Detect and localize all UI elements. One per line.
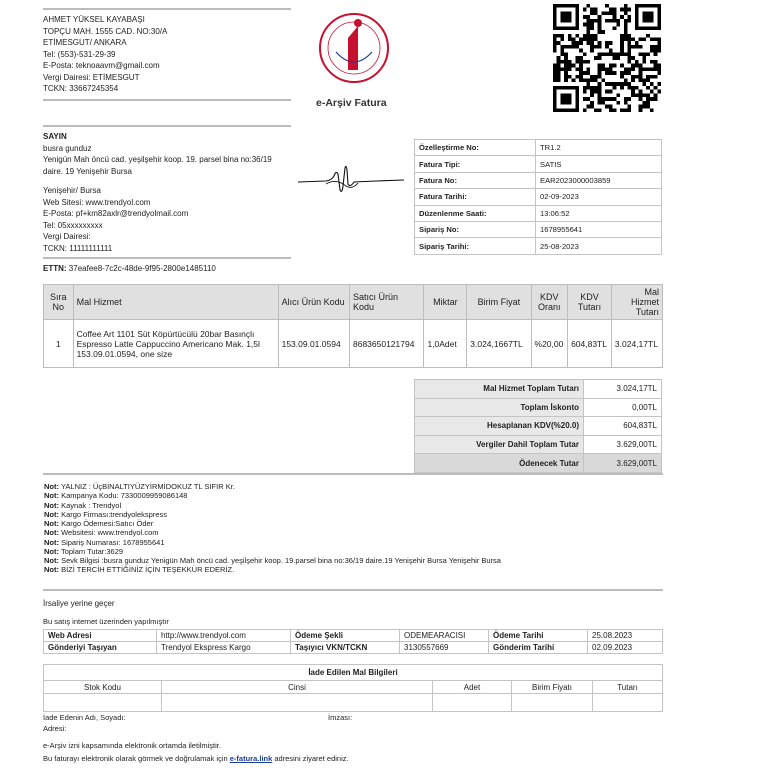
note-line bbox=[44, 482, 501, 491]
signature-icon bbox=[296, 164, 406, 196]
note-label: Not: bbox=[44, 509, 59, 519]
returns-table bbox=[43, 664, 663, 712]
info-label: Sipariş No: bbox=[415, 221, 536, 237]
footer-line-1: e-Arşiv izni kapsamında elektronik ortamda iletilmiştir. bbox=[43, 741, 221, 750]
info-value: TR1.2 bbox=[536, 140, 662, 156]
carrier-value: Trendyol Ekspress Kargo bbox=[157, 642, 291, 654]
info-label: Sipariş Tarihi: bbox=[415, 238, 536, 254]
returns-col-cinsi: Cinsi bbox=[162, 681, 433, 694]
note-line bbox=[44, 556, 501, 565]
table-row bbox=[44, 642, 663, 654]
table-row bbox=[44, 320, 663, 368]
note-label: Not: bbox=[44, 546, 59, 556]
seller-top-rule bbox=[43, 8, 291, 10]
info-value: 02-09-2023 bbox=[536, 189, 662, 205]
ettn-line bbox=[43, 264, 216, 273]
returner-name-label: İade Edenin Adı, Soyadı: bbox=[43, 713, 126, 722]
footer-line-2-pre: Bu faturayı elektronik olarak görmek ve doğrulamak için bbox=[43, 754, 228, 763]
returner-address-label: Adresi: bbox=[43, 724, 67, 733]
info-label: Fatura No: bbox=[415, 172, 536, 188]
line-items-table bbox=[43, 284, 663, 368]
cell-sira-no: 1 bbox=[44, 320, 74, 368]
buyer-address-2: daire. 19 Yenişehir Bursa bbox=[43, 166, 132, 176]
totals-table bbox=[414, 379, 662, 473]
info-value: EAR2023000003859 bbox=[536, 172, 662, 188]
table-row bbox=[44, 694, 663, 712]
totals-row bbox=[415, 417, 662, 436]
note-line bbox=[44, 501, 501, 510]
returns-cell bbox=[593, 694, 663, 712]
note-label: Not: bbox=[44, 556, 59, 565]
irsaliye-note: İrsaliye yerine geçer bbox=[43, 599, 115, 608]
info-label: Düzenlenme Saati: bbox=[415, 205, 536, 221]
col-mal-hizmet: Mal Hizmet bbox=[73, 285, 278, 320]
note-text: Kampanya Kodu: 7330009959086148 bbox=[61, 491, 188, 501]
totals-label: Hesaplanan KDV(%20.0) bbox=[415, 417, 584, 436]
col-alici-kodu: Alıcı Ürün Kodu bbox=[278, 285, 349, 320]
gib-logo-icon bbox=[318, 12, 390, 84]
buyer-address-1: Yenigün Mah öncü cad. yeşilşehir koop. 19. parsel bina no:36/19 bbox=[43, 155, 272, 164]
carrier-vkn-value: 3130557669 bbox=[400, 642, 489, 654]
col-kdv-orani: KDV Oranı bbox=[531, 285, 568, 320]
buyer-email: E-Posta: pf+km82axlr@trendyolmail.com bbox=[43, 209, 189, 218]
seller-tax-office: Vergi Dairesi: ETİMESGUT bbox=[43, 72, 140, 82]
payment-date-label: Ödeme Tarihi bbox=[489, 630, 588, 642]
info-label: Fatura Tarihi: bbox=[415, 189, 536, 205]
col-miktar: Miktar bbox=[424, 285, 467, 320]
info-row bbox=[415, 189, 662, 205]
shipment-date-value: 02.09.2023 bbox=[588, 642, 663, 654]
info-value: 1678955641 bbox=[536, 221, 662, 237]
info-row bbox=[415, 238, 662, 254]
note-label: Not: bbox=[44, 528, 59, 538]
web-address-value: http://www.trendyol.com bbox=[157, 630, 291, 642]
table-row bbox=[44, 630, 663, 642]
col-sira-no: Sıra No bbox=[44, 285, 74, 320]
totals-value: 3.629,00TL bbox=[584, 454, 662, 473]
buyer-tax-office: Vergi Dairesi: bbox=[43, 232, 91, 241]
seller-address-1: TOPÇU MAH. 1555 CAD. NO:30/A bbox=[43, 26, 168, 36]
note-text: Websitesi: www.trendyol.com bbox=[61, 528, 159, 538]
note-text: Sevk Bilgisi :busra gunduz Yenigün Mah öncü cad. yeşilşehir koop. 19.parsel bina no:36/19 daire.19 Yenişehir Bursa Yenişehir Bursa bbox=[61, 556, 501, 565]
note-label: Not: bbox=[44, 519, 59, 528]
returns-title: İade Edilen Mal Bilgileri bbox=[44, 665, 663, 681]
note-line bbox=[44, 538, 501, 547]
payment-method-value: ODEMEARACISI bbox=[400, 630, 489, 642]
buyer-tckn: TCKN: 11111111111 bbox=[43, 243, 113, 253]
note-label: Not: bbox=[44, 500, 59, 510]
totals-value: 3.024,17TL bbox=[584, 380, 662, 399]
cell-mal-hizmet: Coffee Art 1101 Süt Köpürtücülü 20bar Basınçlı Espresso Latte Cappuccino Americano Mak. 1,5l 153.09.01.0594, one size bbox=[73, 320, 278, 368]
seller-email: E-Posta: teknoaavm@gmail.com bbox=[43, 61, 160, 70]
payment-date-value: 25.08.2023 bbox=[588, 630, 663, 642]
info-row bbox=[415, 205, 662, 221]
cell-mal-hizmet-tutari: 3.024,17TL bbox=[611, 320, 662, 368]
note-text: Sipariş Numarası: 1678955641 bbox=[61, 537, 165, 547]
invoice-info-table bbox=[414, 139, 662, 255]
buyer-top-rule bbox=[43, 125, 291, 127]
note-text: Toplam Tutar:3629 bbox=[60, 546, 124, 556]
returns-cell bbox=[162, 694, 433, 712]
totals-row bbox=[415, 454, 662, 473]
seller-address-2: ETİMESGUT/ ANKARA bbox=[43, 38, 127, 47]
returns-header-row bbox=[44, 681, 663, 694]
returns-col-adet: Adet bbox=[433, 681, 512, 694]
signature-label: İmzası: bbox=[328, 713, 353, 722]
items-header-row bbox=[44, 285, 663, 320]
note-text: Kargo Firması:trendyolekspress bbox=[61, 509, 167, 519]
cell-alici-kodu: 153.09.01.0594 bbox=[278, 320, 349, 368]
carrier-label: Gönderiyi Taşıyan bbox=[44, 642, 157, 654]
note-line bbox=[44, 491, 501, 500]
payment-method-label: Ödeme Şekli bbox=[291, 630, 400, 642]
buyer-heading: SAYIN bbox=[43, 132, 67, 141]
returns-col-stok: Stok Kodu bbox=[44, 681, 162, 694]
info-label: Özelleştirme No: bbox=[415, 140, 536, 156]
carrier-vkn-label: Taşıyıcı VKN/TCKN bbox=[291, 642, 400, 654]
note-text: Kargo Ödemesi:Satıcı Öder bbox=[61, 519, 154, 528]
shipping-info-table bbox=[43, 629, 663, 654]
info-row bbox=[415, 221, 662, 237]
col-satici-kodu: Satıcı Ürün Kodu bbox=[349, 285, 423, 320]
info-row bbox=[415, 140, 662, 156]
buyer-website: Web Sitesi: www.trendyol.com bbox=[43, 197, 151, 207]
ettn-value: 37eafee8-7c2c-48de-9f95-2800e1485110 bbox=[68, 264, 216, 273]
note-line bbox=[44, 547, 501, 556]
notes-top-rule bbox=[43, 473, 663, 475]
web-address-label: Web Adresi bbox=[44, 630, 157, 642]
col-mal-hizmet-tutari: Mal Hizmet Tutarı bbox=[611, 285, 662, 320]
note-label: Not: bbox=[44, 537, 59, 547]
footer-line-2-post: adresini ziyaret ediniz. bbox=[274, 754, 349, 763]
buyer-phone: Tel: 05xxxxxxxxx bbox=[43, 220, 103, 230]
returns-col-tutari: Tutarı bbox=[593, 681, 663, 694]
note-label: Not: bbox=[44, 482, 59, 491]
totals-row bbox=[415, 435, 662, 454]
document-title: e-Arşiv Fatura bbox=[316, 97, 387, 109]
cell-kdv-orani: %20,00 bbox=[531, 320, 568, 368]
note-label: Not: bbox=[44, 491, 59, 501]
totals-label: Vergiler Dahil Toplam Tutar bbox=[415, 435, 584, 454]
info-row bbox=[415, 172, 662, 188]
totals-row bbox=[415, 398, 662, 417]
note-line bbox=[44, 528, 501, 537]
returns-cell bbox=[512, 694, 593, 712]
note-line bbox=[44, 519, 501, 528]
seller-name: AHMET YÜKSEL KAYABAŞI bbox=[43, 15, 145, 24]
note-text: YALNIZ : ÜçBİNALTIYÜZYİRMİDOKUZ TL SIFIR Kr. bbox=[60, 482, 235, 491]
totals-label: Toplam İskonto bbox=[415, 398, 584, 417]
note-text: BİZİ TERCİH ETTİĞİNİZ İÇİN TEŞEKKÜR EDERİZ. bbox=[61, 565, 235, 575]
col-kdv-tutari: KDV Tutarı bbox=[568, 285, 612, 320]
returns-cell bbox=[44, 694, 162, 712]
cell-satici-kodu: 8683650121794 bbox=[349, 320, 423, 368]
totals-value: 3.629,00TL bbox=[584, 435, 662, 454]
e-fatura-link[interactable]: e-fatura.link bbox=[229, 754, 273, 763]
totals-value: 0,00TL bbox=[584, 398, 662, 417]
qr-code-icon bbox=[553, 4, 661, 112]
buyer-city: Yenişehir/ Bursa bbox=[43, 186, 101, 195]
totals-value: 604,83TL bbox=[584, 417, 662, 436]
seller-tckn: TCKN: 33667245354 bbox=[43, 84, 119, 93]
info-value: SATIS bbox=[536, 156, 662, 172]
seller-phone: Tel: (553)-531-29-39 bbox=[43, 49, 116, 59]
notes-block bbox=[44, 482, 501, 575]
notes-bottom-rule bbox=[43, 589, 663, 591]
totals-label: Ödenecek Tutar bbox=[415, 454, 584, 473]
buyer-bottom-rule bbox=[43, 257, 291, 259]
info-value: 25-08-2023 bbox=[536, 238, 662, 254]
seller-block bbox=[43, 14, 167, 95]
cell-miktar: 1,0Adet bbox=[424, 320, 467, 368]
buyer-name: busra gunduz bbox=[43, 143, 92, 153]
info-row bbox=[415, 156, 662, 172]
col-birim-fiyat: Birim Fiyat bbox=[467, 285, 531, 320]
note-line bbox=[44, 510, 501, 519]
info-label: Fatura Tipi: bbox=[415, 156, 536, 172]
note-text: Kaynak : Trendyol bbox=[61, 500, 122, 510]
cell-kdv-tutari: 604,83TL bbox=[568, 320, 612, 368]
note-line bbox=[44, 565, 501, 574]
footer-line-2 bbox=[43, 754, 349, 763]
totals-label: Mal Hizmet Toplam Tutarı bbox=[415, 380, 584, 399]
buyer-block bbox=[43, 131, 272, 254]
internet-sale-note: Bu satış internet üzerinden yapılmıştır bbox=[43, 617, 169, 626]
returns-col-birim-fiyat: Birim Fiyatı bbox=[512, 681, 593, 694]
totals-row bbox=[415, 380, 662, 399]
note-label: Not: bbox=[44, 565, 59, 575]
info-value: 13:06:52 bbox=[536, 205, 662, 221]
seller-bottom-rule bbox=[43, 99, 291, 101]
returns-cell bbox=[433, 694, 512, 712]
shipment-date-label: Gönderim Tarihi bbox=[489, 642, 588, 654]
ettn-label: ETTN: bbox=[43, 264, 67, 273]
cell-birim-fiyat: 3.024,1667TL bbox=[467, 320, 531, 368]
